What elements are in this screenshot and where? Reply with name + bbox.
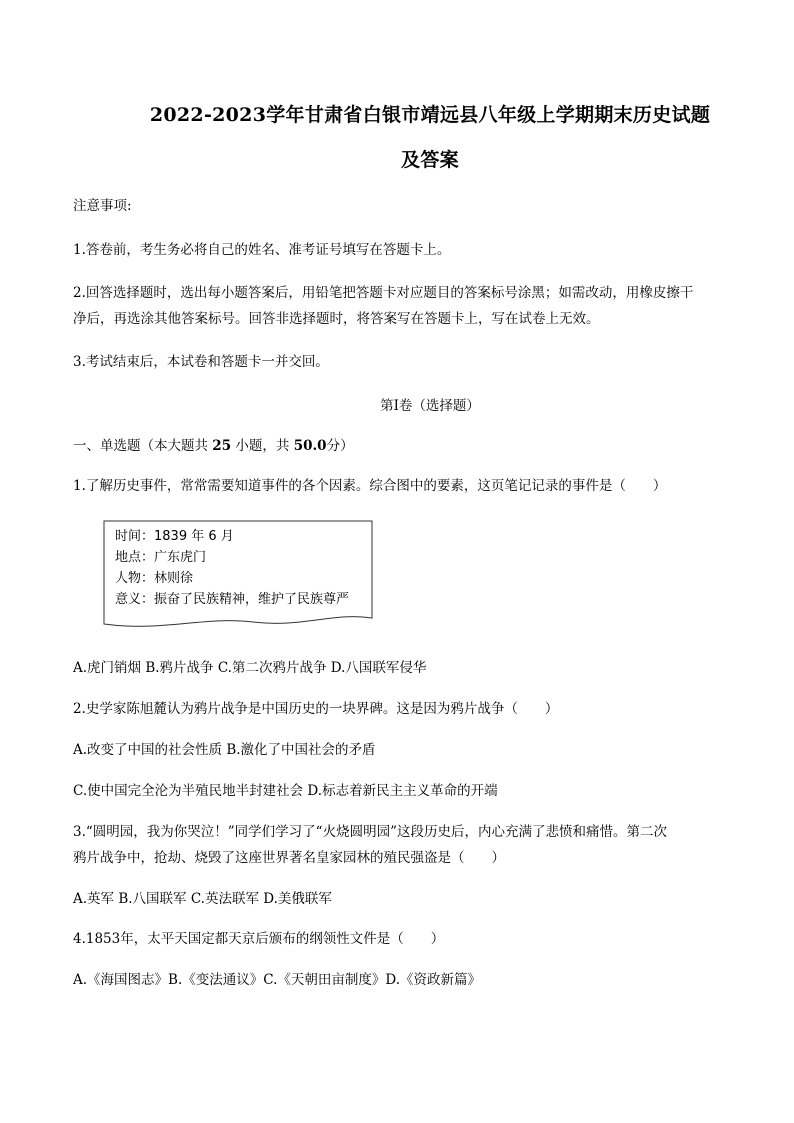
notice-item-2-line2: 净后，再选涂其他答案标号。回答非选择题时，将答案写在答题卡上，写在试卷上无效。	[73, 311, 600, 327]
question-3-options: A.英军 B.八国联军 C.英法联军 D.美俄联军	[73, 891, 332, 907]
notice-item-2-line1: 2.回答选择题时，选出每小题答案后，用铅笔把答题卡对应题目的答案标号涂黑；如需改动，用橡皮擦干	[73, 285, 694, 301]
question-3-stem-line2: 鸦片战争中，抢劫、烧毁了这座世界著名皇家园林的殖民强盗是（ ）	[73, 850, 505, 866]
document-title-line2: 及答案	[401, 149, 459, 171]
question-4-stem: 4.1853年，太平天国定都天京后颁布的纲领性文件是（ ）	[73, 931, 445, 947]
question-4-options: A.《海国图志》B.《变法通议》C.《天朝田亩制度》D.《资政新篇》	[73, 972, 482, 988]
question-2-options-cd: C.使中国完全沦为半殖民地半封建社会 D.标志着新民主主义革命的开端	[73, 783, 498, 799]
question-2-stem: 2.史学家陈旭麓认为鸦片战争是中国历史的一块界碑。这是因为鸦片战争（ ）	[73, 701, 559, 717]
document-title-line1: 2022-2023学年甘肃省白银市靖远县八年级上学期期末历史试题	[149, 104, 711, 126]
note-time: 时间：1839 年 6 月	[115, 529, 234, 544]
part-heading-prefix: 一、单选题（本大题共	[73, 438, 213, 454]
note-place: 地点：广东虎门	[115, 550, 207, 565]
part-question-count: 25	[212, 438, 232, 454]
notice-item-1: 1.答卷前，考生务必将自己的姓名、准考证号填写在答题卡上。	[73, 242, 451, 258]
part-total-score: 50.0	[293, 438, 327, 454]
question-2-options-ab: A.改变了中国的社会性质 B.激化了中国社会的矛盾	[73, 742, 376, 758]
question-3-stem-line1: 3.“圆明园，我为你哭泣！”同学们学习了“火烧圆明园”这段历史后，内心充满了悲愤和痛惜。第二次	[73, 824, 667, 840]
notice-heading: 注意事项:	[73, 198, 132, 214]
note-person: 人物：林则徐	[115, 571, 194, 586]
part-heading-suffix: 分）	[326, 438, 354, 454]
part-heading-mid: 小题，共	[231, 438, 294, 454]
question-1-stem: 1.了解历史事件，常常需要知道事件的各个因素。综合图中的要素，这页笔记记录的事件是（ ）	[73, 478, 667, 494]
part-heading	[73, 436, 733, 456]
notice-item-3: 3.考试结束后，本试卷和答题卡一并交回。	[73, 354, 329, 370]
question-1-options: A.虎门销烟 B.鸦片战争 C.第二次鸦片战争 D.八国联军侵华	[73, 660, 427, 676]
notebook-note-card	[103, 520, 373, 630]
volume-heading: 第Ⅰ卷（选择题）	[380, 398, 480, 414]
note-meaning: 意义：振奋了民族精神，维护了民族尊严	[115, 592, 350, 607]
